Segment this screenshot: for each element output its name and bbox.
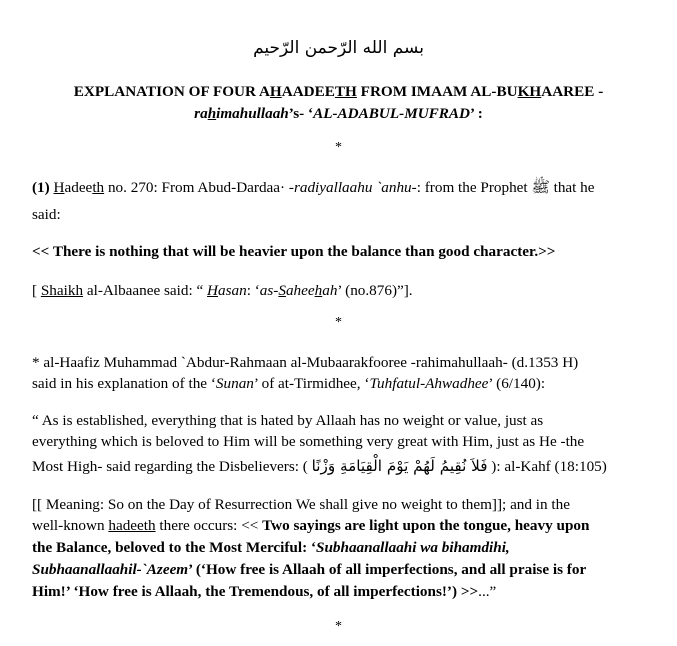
commentary-line-9: Subhaanallaahil-`Azeem’ (‘How free is Allaah of all imperfections, and all praise is for (32, 561, 587, 578)
grading-line: [ Shaikh al-Albaanee said: “ Hasan: ‘as-Saheehah’ (no.876)”]. (32, 282, 413, 299)
commentary-line-2: said in his explanation of the ‘Sunan’ of at-Tirmidhee, ‘Tuhfatul-Ahwadhee’ (6/140): (32, 375, 546, 392)
bismillah-heading: بسم الله الرّحمن الرّحيم (253, 38, 424, 58)
title-line-2: rahimahullaah’s- ‘AL-ADABUL-MUFRAD’ : (194, 105, 483, 122)
commentary-line-4: everything which is beloved to Him will be something very great with Him, just as He -the (32, 433, 585, 450)
hadeeth-intro-line-1: (1) Hadeeth no. 270: From Abud-Dardaa· -radiyallaahu `anhu-: from the Prophet ﷺ that he (32, 179, 595, 196)
commentary-line-10: Him!’ ‘How free is Allaah, the Tremendous, of all imperfections!’) >>...” (32, 583, 497, 600)
commentary-line-8: the Balance, beloved to the Most Merciful: ‘Subhaanallaahi wa bihamdihi, (32, 539, 510, 556)
title-line-1: EXPLANATION OF FOUR AHAADEETH FROM IMAAM AL-BUKHAAREE - (73, 83, 604, 100)
hadeeth-intro-line-2: said: (32, 206, 61, 223)
commentary-line-3: “ As is established, everything that is hated by Allaah has no weight or value, just as (32, 412, 544, 429)
commentary-line-1: * al-Haafiz Muhammad `Abdur-Rahmaan al-Mubaarakfooree -rahimahullaah- (d.1353 H) (32, 354, 579, 371)
separator: * (335, 619, 342, 634)
commentary-line-6: [[ Meaning: So on the Day of Resurrection We shall give no weight to them]]; and in the (32, 496, 570, 513)
hadeeth-text: << There is nothing that will be heavier upon the balance than good character.>> (32, 243, 556, 260)
separator: * (335, 315, 342, 330)
separator: * (335, 140, 342, 155)
commentary-line-7: well-known hadeeth there occurs: << Two sayings are light upon the tongue, heavy upon (32, 517, 590, 534)
quran-verse-arabic: فَلاَ نُقِيمُ لَهُمْ يَوْمَ الْقِيَامَةِ وَزْنًا (311, 457, 488, 475)
commentary-line-5: Most High- said regarding the Disbelievers: ( فَلاَ نُقِيمُ لَهُمْ يَوْمَ الْقِيَامَةِ وَزْنًا ): al-Kahf (18:105) (32, 457, 607, 475)
